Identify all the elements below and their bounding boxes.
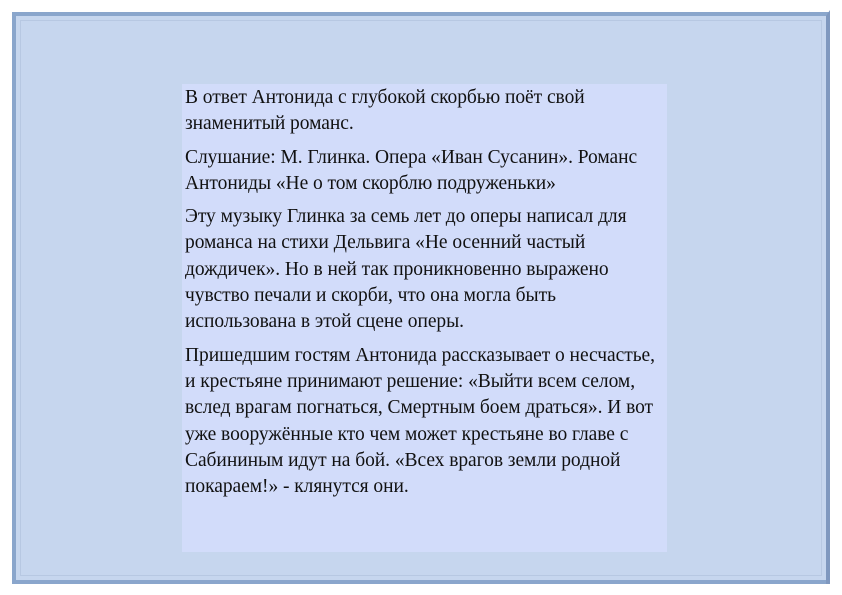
frame-corner bbox=[826, 10, 830, 16]
paragraph-listening: Слушание: М. Глинка. Опера «Иван Сусанин». Романс Антониды «Не о том скорблю подруженьки» bbox=[185, 146, 638, 194]
paragraph-music-history: Эту музыку Глинка за семь лет до оперы написал для романса на стихи Дельвига «Не осенний частый дождичек». Но в ней так проникновенно выражено чувство печали и скорби, что она могла быть использована в этой сцене оперы. bbox=[185, 206, 627, 333]
paragraph-intro: В ответ Антонида с глубокой скорбью поёт свой знаменитый романс. bbox=[185, 87, 585, 135]
frame-shadow bbox=[826, 16, 830, 584]
paragraph-peasants: Пришедшим гостям Антонида рассказывает о несчастье, и крестьяне принимают решение: «Выйти всем селом, вслед врагам погнаться, Смертным боем драться». И вот уже вооружённые кто чем может крестьяне во главе с Сабининым идут на бой. «Всех врагов земли родной покараем!» - клянутся они. bbox=[185, 344, 655, 498]
text-panel bbox=[182, 84, 667, 552]
